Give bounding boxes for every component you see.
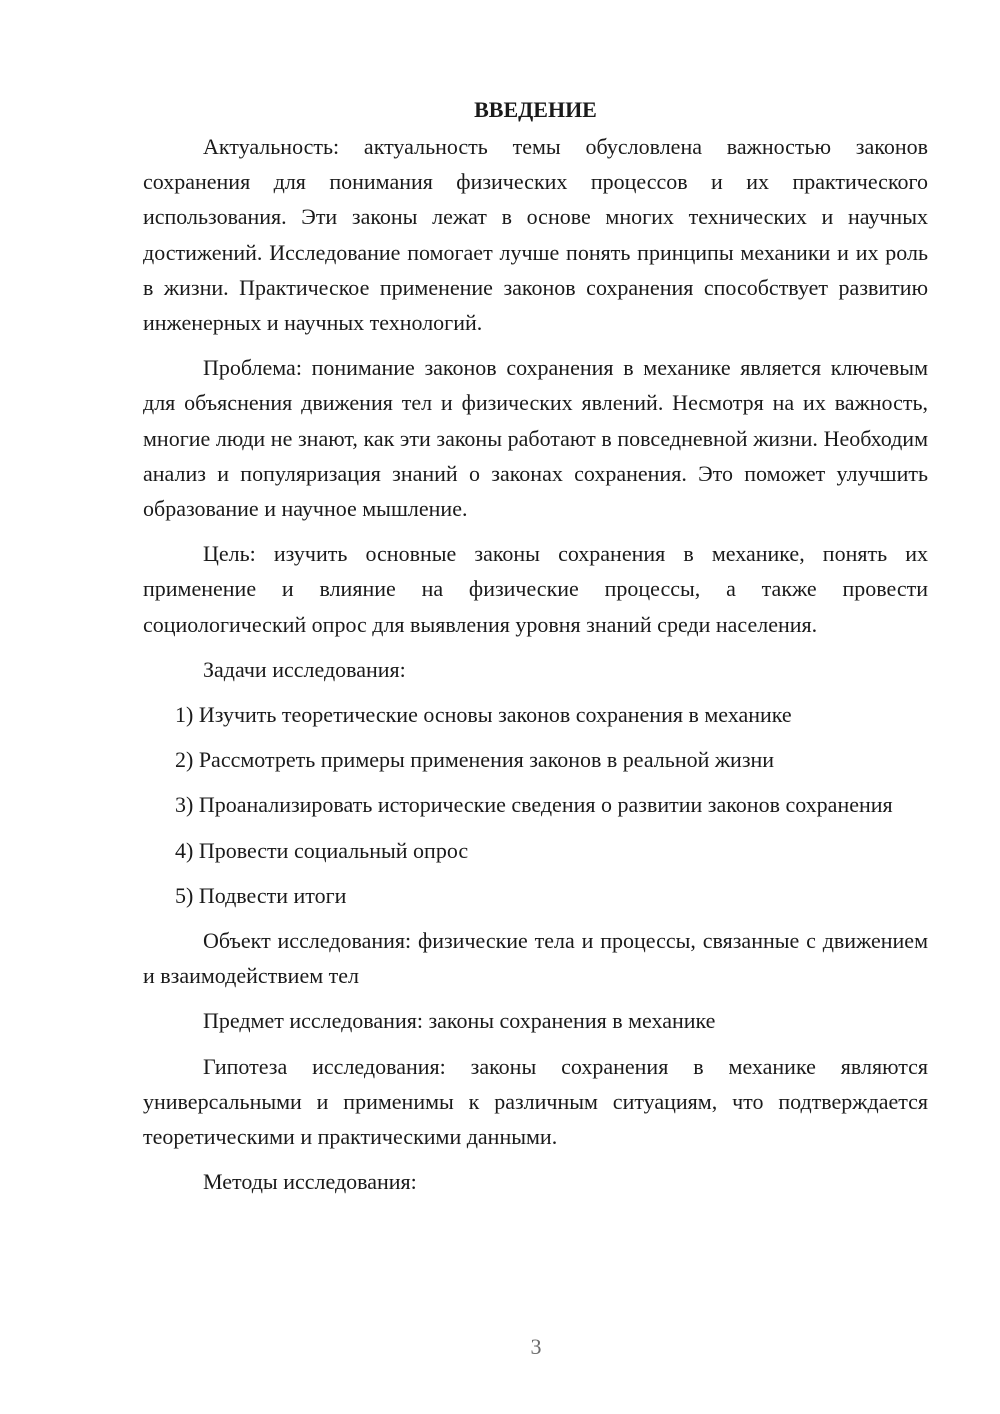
page-number: 3 [530,1334,542,1359]
tasks-list [143,697,928,913]
list-item: 1) Изучить теоретические основы законов сохранения в механике [175,702,792,728]
object-paragraph: Объект исследования: физические тела и процессы, связанные с движением и взаимодействием тел [143,928,928,989]
list-item: 2) Рассмотреть примеры применения законов в реальной жизни [175,747,775,773]
tasks-title: Задачи исследования: [203,656,406,682]
subject-paragraph: Предмет исследования: законы сохранения в механике [203,1008,716,1034]
relevance-paragraph: Актуальность: актуальность темы обусловлена важностью законов сохранения для понимания физических процессов и их практического использования. Эти законы лежат в основе многих технических и научных достижений. Исследование помогает лучше понять принципы механики и их роль в жизни. Практическое применение законов сохранения способствует развитию инженерных и научных технологий. [143,134,928,336]
methods-title: Методы исследования: [203,1169,417,1195]
page-title: ВВЕДЕНИЕ [474,97,597,122]
hypothesis-paragraph: Гипотеза исследования: законы сохранения в механике являются универсальными и применимы к различным ситуациям, что подтверждается теоретическими и практическими данными. [143,1053,928,1150]
list-item: 3) Проанализировать исторические сведения о развитии законов сохранения [175,792,893,818]
list-item: 5) Подвести итоги [175,882,347,908]
goal-paragraph: Цель: изучить основные законы сохранения в механике, понять их применение и влияние на физические процессы, а также провести социологический опрос для выявления уровня знаний среди населения. [143,541,928,637]
list-item: 4) Провести социальный опрос [175,837,469,863]
page-content [143,92,928,1209]
problem-paragraph: Проблема: понимание законов сохранения в механике является ключевым для объяснения движения тел и физических явлений. Несмотря на их важность, многие люди не знают, как эти законы работают в повседневной жизни. Необходим анализ и популяризация знаний о законах сохранения. Это поможет улучшить образование и научное мышление. [143,355,928,522]
